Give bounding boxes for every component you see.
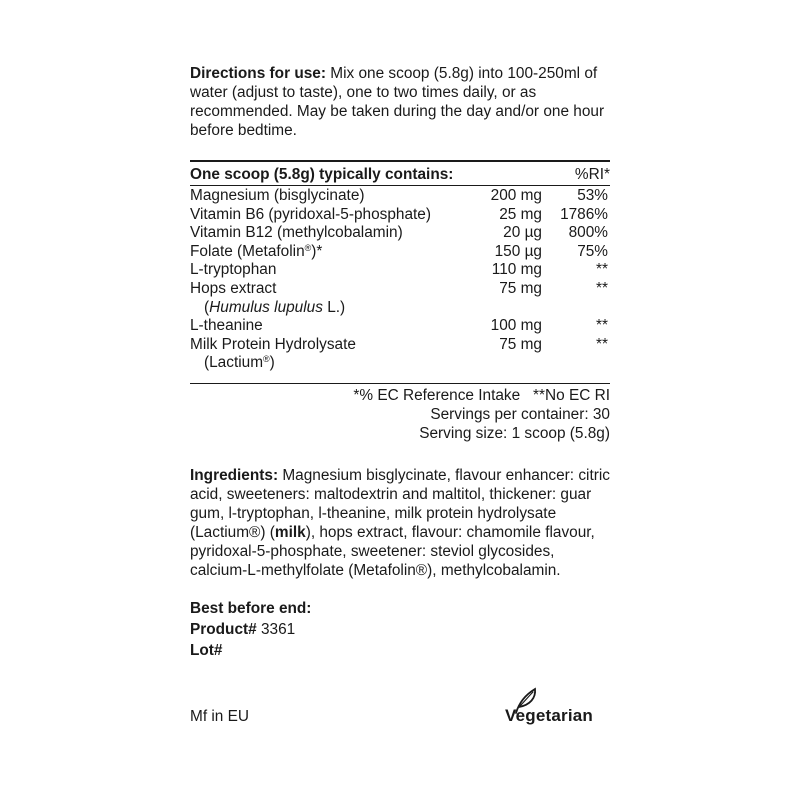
row-name-text: Folate (Metafolin: [190, 242, 305, 260]
directions-text: Mix one scoop (5.8g) into 100-250ml of water (adjust to taste), one to two times daily, or as recommended. May be taken during the day and/or one hour before bedtime.: [190, 65, 605, 139]
product-number: [190, 619, 610, 640]
table-row: [190, 224, 610, 243]
row-ri: 1786%: [560, 205, 608, 223]
row-ri: 75%: [577, 242, 608, 260]
table-rows: [190, 186, 610, 383]
vegetarian-logo: [505, 686, 615, 736]
lot-label: Lot#: [190, 642, 223, 659]
best-before-label: Best before end:: [190, 600, 312, 617]
ingredients-label: Ingredients:: [190, 467, 279, 484]
ri-note: *% EC Reference Intake **No EC RI: [353, 387, 610, 404]
row-sub-name: [190, 299, 610, 318]
ingredients: [190, 466, 610, 580]
table-bottom-rule: [190, 383, 610, 384]
table-row: [190, 187, 610, 206]
row-sub-open: (: [204, 298, 210, 316]
table-row: [190, 206, 610, 225]
table-top-rule: [190, 160, 610, 162]
table-row: [190, 243, 610, 262]
row-name: Vitamin B6 (pyridoxal-5-phosphate): [190, 205, 431, 223]
row-amount: 20 µg: [503, 224, 542, 242]
table-header-title: One scoop (5.8g) typically contains:: [190, 166, 454, 183]
row-name: Vitamin B12 (methylcobalamin): [190, 224, 403, 242]
table-header: [190, 163, 610, 185]
row-name: Magnesium (bisglycinate): [190, 187, 365, 204]
row-ri: **: [596, 335, 608, 353]
row-name: L-tryptophan: [190, 261, 277, 279]
ingredients-text-a: Magnesium bisglycinate, flavour enhancer: citric acid, sweeteners: maltodextrin and maltitol, thickener: guar gum, l-tryptophan, l-theanine, milk protein hydrolysate (Lactium®) (: [190, 467, 610, 541]
row-ri: **: [596, 317, 608, 335]
row-sub-close: ): [269, 354, 275, 372]
row-amount: 75 mg: [499, 335, 542, 353]
row-name: [190, 243, 610, 262]
allergen-milk: milk: [274, 524, 306, 541]
row-ri: **: [596, 261, 608, 279]
vegetarian-text: Vegetarian: [505, 706, 593, 725]
table-row: [190, 317, 610, 336]
product-value: 3361: [256, 621, 296, 638]
row-ri: 53%: [577, 187, 608, 204]
table-row: [190, 280, 610, 317]
row-name-suffix: )*: [311, 242, 323, 260]
row-ri: **: [596, 279, 608, 297]
nutrition-table: [190, 160, 610, 384]
registered-mark: ®: [263, 354, 270, 365]
row-sub-tail: L.): [322, 298, 346, 316]
row-sub-name: [190, 354, 610, 373]
product-label: Product#: [190, 621, 257, 638]
best-before-block: [190, 598, 610, 661]
ingredients-text-b: ), hops extract, flavour: chamomile flavour, pyridoxal-5-phosphate, sweetener: steviol glycosides, calcium-L-methylfolate (Metafolin®), methylcobalamin.: [190, 524, 595, 579]
serving-size: Serving size: 1 scoop (5.8g): [419, 425, 610, 442]
row-amount: 110 mg: [491, 261, 542, 279]
made-in-eu: Mf in EU: [190, 708, 250, 725]
row-amount: 150 µg: [494, 242, 542, 260]
table-notes: [353, 386, 610, 443]
row-name: Hops extract: [190, 279, 277, 297]
row-name: Milk Protein Hydrolysate: [190, 335, 356, 353]
row-amount: 25 mg: [499, 205, 542, 223]
row-ri: 800%: [568, 224, 608, 242]
table-row: [190, 261, 610, 280]
row-name: L-theanine: [190, 317, 263, 335]
registered-mark: ®: [304, 242, 312, 253]
directions-for-use: [190, 64, 610, 140]
servings-per-container: Servings per container: 30: [430, 406, 610, 423]
table-header-ri: %RI*: [574, 166, 610, 183]
row-sub-italic: Humulus lupulus: [209, 298, 323, 316]
directions-label: Directions for use:: [190, 65, 326, 82]
table-row: [190, 336, 610, 373]
row-amount: 75 mg: [499, 279, 542, 297]
row-sub-text: (Lactium: [204, 354, 264, 372]
row-amount: 200 mg: [490, 187, 542, 204]
row-amount: 100 mg: [490, 317, 542, 335]
